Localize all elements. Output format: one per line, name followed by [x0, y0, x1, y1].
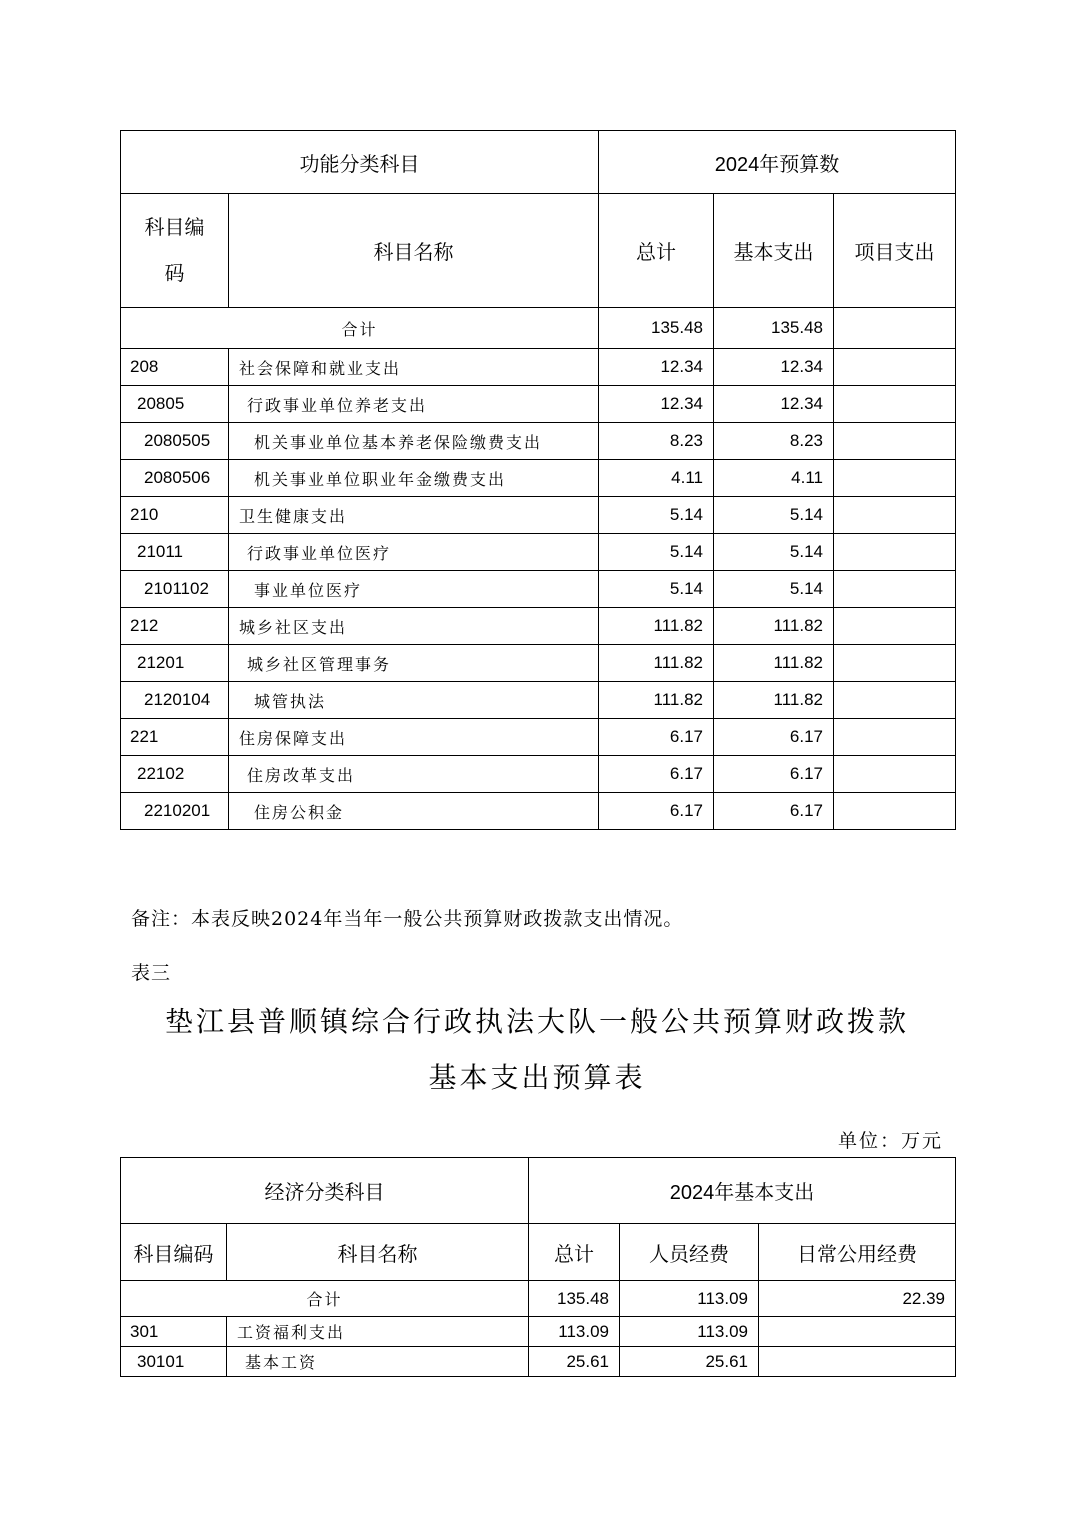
row-total: 111.82	[599, 645, 714, 682]
header-subject-name: 科目名称	[229, 194, 599, 308]
table-subheader-row	[121, 1224, 956, 1281]
row-code: 21201	[121, 645, 229, 682]
row-basic: 111.82	[714, 645, 834, 682]
table-row	[121, 386, 956, 423]
header-project-expenditure: 项目支出	[834, 194, 956, 308]
row-name: 卫生健康支出	[229, 497, 599, 534]
total-value: 135.48	[599, 308, 714, 349]
row-total: 111.82	[599, 608, 714, 645]
row-code: 21011	[121, 534, 229, 571]
table-row	[121, 349, 956, 386]
total-label: 合计	[121, 308, 599, 349]
row-project	[834, 682, 956, 719]
row-basic: 5.14	[714, 534, 834, 571]
row-name: 机关事业单位职业年金缴费支出	[229, 460, 599, 497]
table-number-label: 表三	[131, 962, 172, 984]
row-code: 2080506	[121, 460, 229, 497]
row-total: 6.17	[599, 793, 714, 830]
total-value: 135.48	[529, 1281, 620, 1317]
row-name: 基本工资	[227, 1347, 529, 1377]
row-total: 12.34	[599, 349, 714, 386]
functional-budget-table	[120, 130, 956, 830]
row-project	[834, 719, 956, 756]
table-row	[121, 497, 956, 534]
table-header-row	[121, 1158, 956, 1224]
row-total: 113.09	[529, 1317, 620, 1347]
row-basic: 6.17	[714, 793, 834, 830]
row-total: 25.61	[529, 1347, 620, 1377]
table-row	[121, 1317, 956, 1347]
table-row	[121, 571, 956, 608]
row-code: 2101102	[121, 571, 229, 608]
total-basic-value: 135.48	[714, 308, 834, 349]
row-project	[834, 645, 956, 682]
header-subject-name: 科目名称	[227, 1224, 529, 1281]
row-total: 5.14	[599, 497, 714, 534]
table-row	[121, 1347, 956, 1377]
row-code: 2210201	[121, 793, 229, 830]
total-row	[121, 308, 956, 349]
header-functional-category: 功能分类科目	[121, 131, 599, 194]
row-name: 机关事业单位基本养老保险缴费支出	[229, 423, 599, 460]
row-name: 住房公积金	[229, 793, 599, 830]
row-code: 221	[121, 719, 229, 756]
row-code: 2120104	[121, 682, 229, 719]
row-basic: 6.17	[714, 719, 834, 756]
row-total: 5.14	[599, 571, 714, 608]
row-personnel: 113.09	[620, 1317, 759, 1347]
row-total: 111.82	[599, 682, 714, 719]
row-code: 20805	[121, 386, 229, 423]
row-name: 住房保障支出	[229, 719, 599, 756]
total-public-value: 22.39	[759, 1281, 956, 1317]
row-project	[834, 386, 956, 423]
table-row	[121, 793, 956, 830]
row-name: 城乡社区管理事务	[229, 645, 599, 682]
row-project	[834, 608, 956, 645]
row-total: 6.17	[599, 756, 714, 793]
row-public	[759, 1317, 956, 1347]
table-header-row	[121, 131, 956, 194]
row-code: 2080505	[121, 423, 229, 460]
header-subject-code: 科目编码	[121, 1224, 227, 1281]
header-total: 总计	[599, 194, 714, 308]
row-total: 8.23	[599, 423, 714, 460]
row-name: 行政事业单位养老支出	[229, 386, 599, 423]
header-total: 总计	[529, 1224, 620, 1281]
row-personnel: 25.61	[620, 1347, 759, 1377]
table-row	[121, 682, 956, 719]
row-project	[834, 349, 956, 386]
total-personnel-value: 113.09	[620, 1281, 759, 1317]
header-budget-2024: 2024年预算数	[599, 131, 956, 194]
total-project-value	[834, 308, 956, 349]
row-basic: 12.34	[714, 349, 834, 386]
economic-budget-table	[120, 1157, 956, 1377]
row-name: 行政事业单位医疗	[229, 534, 599, 571]
table-row	[121, 423, 956, 460]
table-note: 备注：本表反映2024年当年一般公共预算财政拨款支出情况。	[131, 908, 684, 930]
header-subject-code-line1: 科目编	[144, 216, 205, 239]
header-basic-expenditure: 基本支出	[714, 194, 834, 308]
row-project	[834, 460, 956, 497]
row-basic: 12.34	[714, 386, 834, 423]
total-label: 合计	[121, 1281, 529, 1317]
table-row	[121, 608, 956, 645]
row-project	[834, 534, 956, 571]
header-subject-code-line2: 码	[164, 262, 185, 285]
header-economic-category: 经济分类科目	[121, 1158, 529, 1224]
row-total: 4.11	[599, 460, 714, 497]
page-title: 垫江县普顺镇综合行政执法大队一般公共预算财政拨款	[164, 1005, 909, 1038]
row-basic: 5.14	[714, 497, 834, 534]
row-total: 12.34	[599, 386, 714, 423]
row-total: 6.17	[599, 719, 714, 756]
row-basic: 6.17	[714, 756, 834, 793]
row-code: 208	[121, 349, 229, 386]
row-code: 210	[121, 497, 229, 534]
table-row	[121, 460, 956, 497]
row-project	[834, 756, 956, 793]
row-name: 事业单位医疗	[229, 571, 599, 608]
row-basic: 111.82	[714, 682, 834, 719]
row-project	[834, 793, 956, 830]
table-row	[121, 719, 956, 756]
total-row	[121, 1281, 956, 1317]
table-row	[121, 756, 956, 793]
row-total: 5.14	[599, 534, 714, 571]
row-name: 社会保障和就业支出	[229, 349, 599, 386]
row-basic: 5.14	[714, 571, 834, 608]
row-name: 城乡社区支出	[229, 608, 599, 645]
table-subheader-row	[121, 194, 956, 308]
row-public	[759, 1347, 956, 1377]
header-personnel-expense: 人员经费	[620, 1224, 759, 1281]
row-project	[834, 571, 956, 608]
header-basic-expenditure-2024: 2024年基本支出	[529, 1158, 956, 1224]
row-code: 301	[121, 1317, 227, 1347]
row-name: 工资福利支出	[227, 1317, 529, 1347]
row-name: 城管执法	[229, 682, 599, 719]
header-subject-code	[121, 194, 229, 308]
row-basic: 4.11	[714, 460, 834, 497]
header-public-expense: 日常公用经费	[759, 1224, 956, 1281]
table-row	[121, 645, 956, 682]
row-code: 212	[121, 608, 229, 645]
row-basic: 111.82	[714, 608, 834, 645]
unit-label: 单位：万元	[837, 1130, 943, 1152]
row-code: 30101	[121, 1347, 227, 1377]
row-project	[834, 497, 956, 534]
table-row	[121, 534, 956, 571]
page-subtitle: 基本支出预算表	[428, 1061, 646, 1094]
row-code: 22102	[121, 756, 229, 793]
row-name: 住房改革支出	[229, 756, 599, 793]
row-project	[834, 423, 956, 460]
row-basic: 8.23	[714, 423, 834, 460]
